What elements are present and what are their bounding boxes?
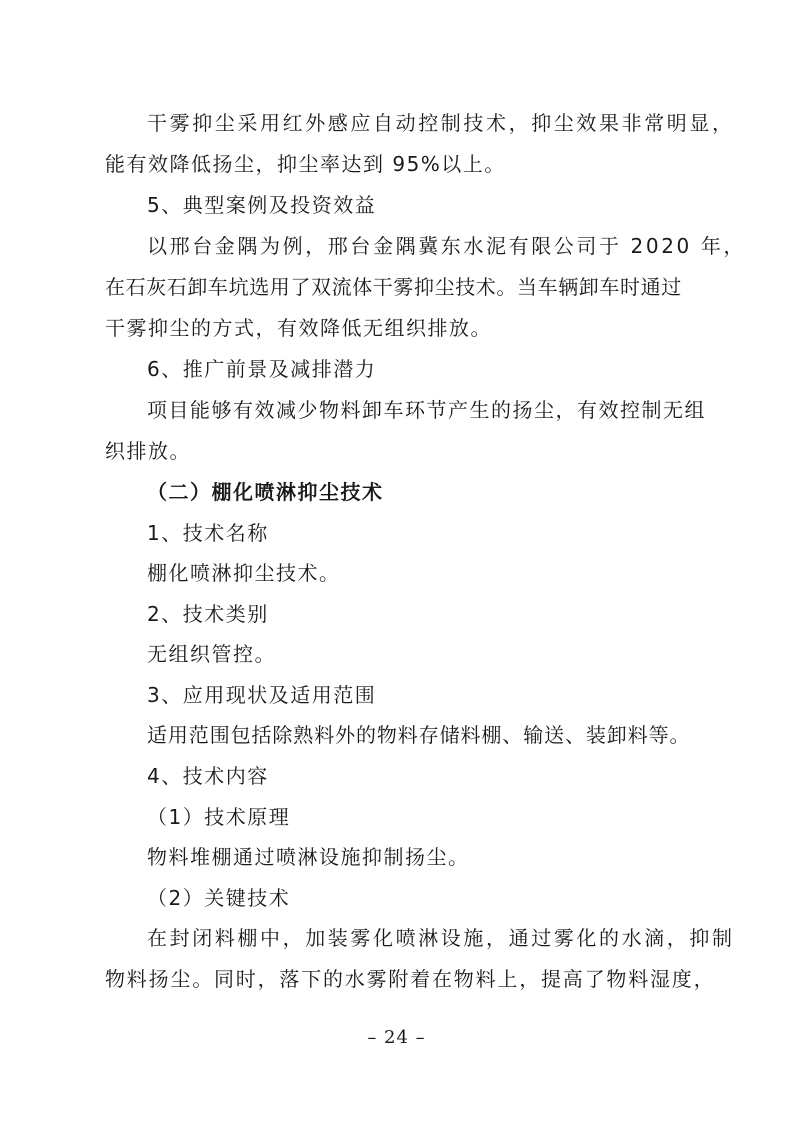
body-text-line: 适用范围包括除熟料外的物料存储料棚、输送、装卸料等。 xyxy=(147,723,691,747)
page-number: – 24 – xyxy=(367,1027,426,1048)
body-text-line: 物料扬尘。同时，落下的水雾附着在物料上，提高了物料湿度， xyxy=(105,967,716,991)
body-text-line: 物料堆棚通过喷淋设施抑制扬尘。 xyxy=(147,845,470,869)
body-text-line: 在封闭料棚中，加装雾化喷淋设施，通过雾化的水滴，抑制 xyxy=(147,926,735,950)
section-heading: 6、推广前景及减排潜力 xyxy=(147,357,377,381)
section-heading: 4、技术内容 xyxy=(147,764,269,788)
body-text-line: 在石灰石卸车坑选用了双流体干雾抑尘技术。当车辆卸车时通过 xyxy=(105,275,682,299)
body-text-line: 织排放。 xyxy=(105,439,191,463)
section-heading: 3、应用现状及适用范围 xyxy=(147,683,377,707)
body-text-line: 干雾抑尘的方式，有效降低无组织排放。 xyxy=(105,316,492,340)
body-text-line: 棚化喷淋抑尘技术。 xyxy=(147,561,341,585)
section-heading: 5、典型案例及投资效益 xyxy=(147,193,377,217)
body-text-line: 以邢台金隅为例，邢台金隅冀东水泥有限公司于 2020 年， xyxy=(147,234,747,258)
subsection-title: （二）棚化喷淋抑尘技术 xyxy=(147,480,384,504)
body-text-line: 无组织管控。 xyxy=(147,642,276,666)
body-text-line: 项目能够有效减少物料卸车环节产生的扬尘，有效控制无组 xyxy=(147,398,706,422)
subheading: （2）关键技术 xyxy=(147,886,291,910)
subheading: （1）技术原理 xyxy=(147,805,291,829)
section-heading: 1、技术名称 xyxy=(147,521,269,545)
body-text-line: 能有效降低扬尘，抑尘率达到 95%以上。 xyxy=(105,152,506,176)
section-heading: 2、技术类别 xyxy=(147,602,269,626)
body-text-line: 干雾抑尘采用红外感应自动控制技术，抑尘效果非常明显， xyxy=(147,111,735,135)
